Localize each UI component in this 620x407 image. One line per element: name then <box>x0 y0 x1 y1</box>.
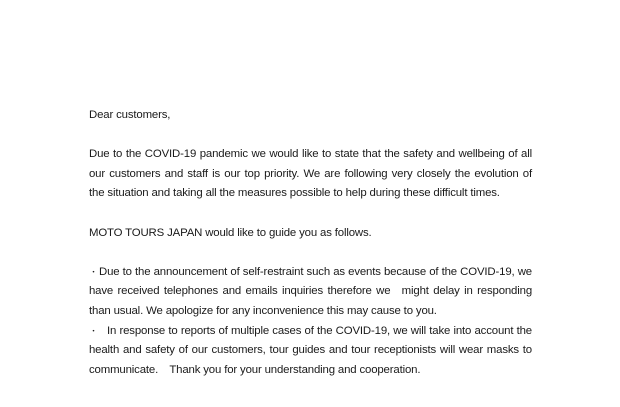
bullet-text: Due to the announcement of self-restraint such as events because of the COVID-19, we have received telephones and emails inquiries therefore we might delay in responding than usual. We apologize for any inconvenience this may cause to you. <box>89 265 532 317</box>
bullet-mark: ・ <box>89 266 98 277</box>
guide-line: MOTO TOURS JAPAN would like to guide you as follows. <box>89 226 372 239</box>
intro-paragraph: Due to the COVID-19 pandemic we would like to state that the safety and wellbeing of all our customers and staff is our top priority. We are following very closely the evolution of the situation and taking all the measures possible to help during these difficult times. <box>89 148 532 200</box>
bullet-item-masks <box>89 322 532 381</box>
letter-greeting: Dear customers, <box>89 109 171 121</box>
bullet-mark: ・ <box>89 325 98 336</box>
bullet-item-delay <box>89 263 532 322</box>
notice-letter <box>89 106 532 380</box>
bullet-text: In response to reports of multiple cases of the COVID-19, we will take into account the health and safety of our customers, tour guides and tour receptionists will wear masks to communicate. Thank you for your understanding and cooperation. <box>89 324 532 376</box>
